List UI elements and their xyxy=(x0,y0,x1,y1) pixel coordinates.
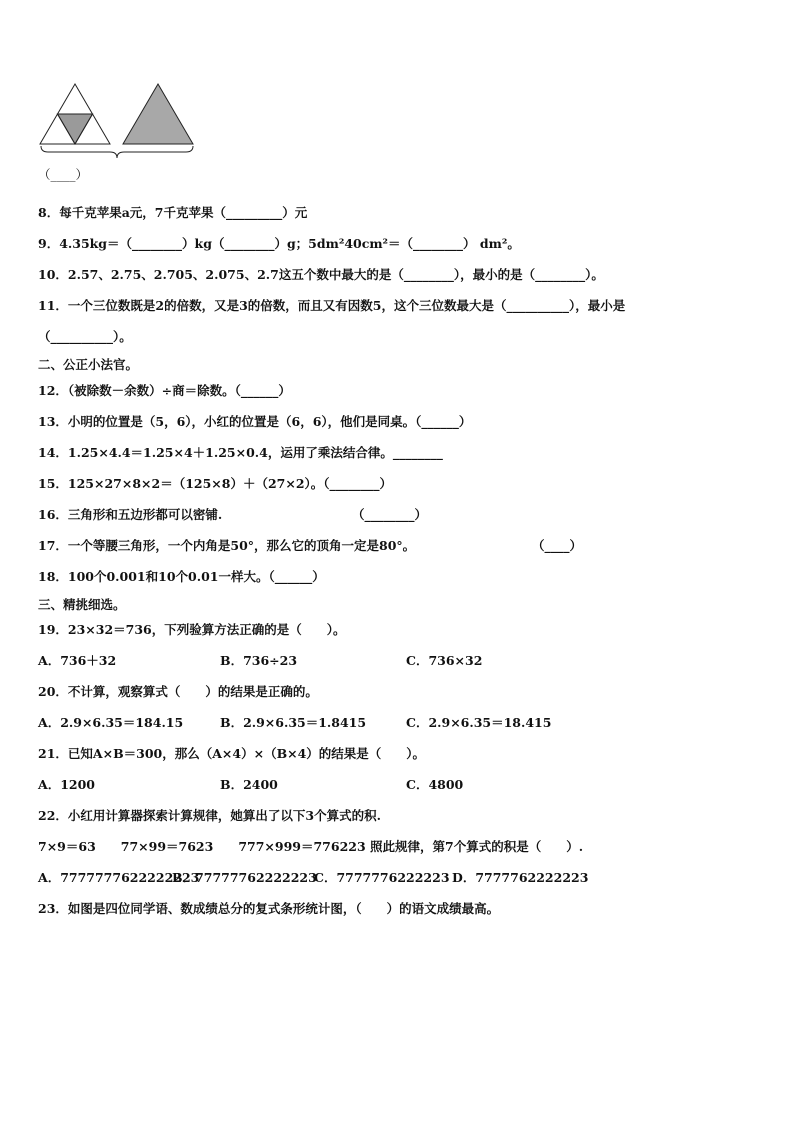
q20-option-b: B．2.9×6.35＝1.8415 xyxy=(220,715,367,730)
question-11-cont: （__________）。 xyxy=(38,329,132,344)
brace xyxy=(41,146,193,158)
question-10: 10．2.57、2.75、2.705、2.075、2.7这五个数中最大的是（________），最小的是（________）。 xyxy=(38,267,604,282)
question-9: 9．4.35kg＝（________）kg（________）g；5dm²40cm²＝（________） dm²。 xyxy=(38,236,520,251)
q22-option-d: D．7777762222223 xyxy=(452,870,589,885)
question-18: 18．100个0.001和10个0.01一样大。（______） xyxy=(38,569,325,584)
question-22-pattern: 7×9＝63 77×99＝7623 777×999＝776223 照此规律，第7个算式的积是（ ）. xyxy=(38,839,584,854)
question-12: 12．（被除数－余数）÷商＝除数。（______） xyxy=(38,383,291,398)
q22-option-b: B．77777762222223 xyxy=(172,870,317,885)
question-16: 16．三角形和五边形都可以密铺. xyxy=(38,507,223,522)
question-13: 13．小明的位置是（5，6），小红的位置是（6，6），他们是同桌。（______） xyxy=(38,414,472,429)
q20-option-c: C．2.9×6.35＝18.415 xyxy=(406,715,552,730)
question-8: 8．每千克苹果a元，7千克苹果（_________）元 xyxy=(38,205,308,220)
q20-option-a: A．2.9×6.35＝184.15 xyxy=(38,715,184,730)
q21-option-a: A．1200 xyxy=(38,777,95,792)
q19-option-a: A．736＋32 xyxy=(38,653,117,668)
question-23: 23．如图是四位同学语、数成绩总分的复式条形统计图，（ ）的语文成绩最高。 xyxy=(38,901,500,916)
question-19: 19．23×32＝736，下列验算方法正确的是（ ）。 xyxy=(38,622,346,637)
section-2-title: 二、公正小法官。 xyxy=(38,357,139,372)
question-17-blank: （____） xyxy=(532,538,583,553)
question-15: 15．125×27×8×2＝（125×8）＋（27×2）。（________） xyxy=(38,476,393,491)
q19-option-c: C．736×32 xyxy=(406,653,483,668)
triangle-figure xyxy=(38,80,198,160)
figure-caption-blank: （____） xyxy=(38,167,89,182)
question-21: 21．已知A×B＝300，那么（A×4）×（B×4）的结果是（ ）。 xyxy=(38,746,426,761)
question-16-blank: （________） xyxy=(352,507,428,522)
question-17: 17．一个等腰三角形，一个内角是50°，那么它的顶角一定是80°。 xyxy=(38,538,416,553)
q22-option-c: C．7777776222223 xyxy=(314,870,450,885)
section-3-title: 三、精挑细选。 xyxy=(38,597,126,612)
question-22: 22．小红用计算器探索计算规律，她算出了以下3个算式的积. xyxy=(38,808,381,823)
question-20: 20．不计算，观察算式（ ）的结果是正确的。 xyxy=(38,684,318,699)
q19-option-b: B．736÷23 xyxy=(220,653,298,668)
q21-option-b: B．2400 xyxy=(220,777,278,792)
q22-option-a: A．7777777622222223 xyxy=(38,870,200,885)
question-11: 11．一个三位数既是2的倍数，又是3的倍数，而且又有因数5，这个三位数最大是（__________），最小是 xyxy=(38,298,626,313)
question-14: 14．1.25×4.4＝1.25×4＋1.25×0.4，运用了乘法结合律。________ xyxy=(38,445,443,460)
shaded-triangle xyxy=(123,84,193,144)
q21-option-c: C．4800 xyxy=(406,777,464,792)
